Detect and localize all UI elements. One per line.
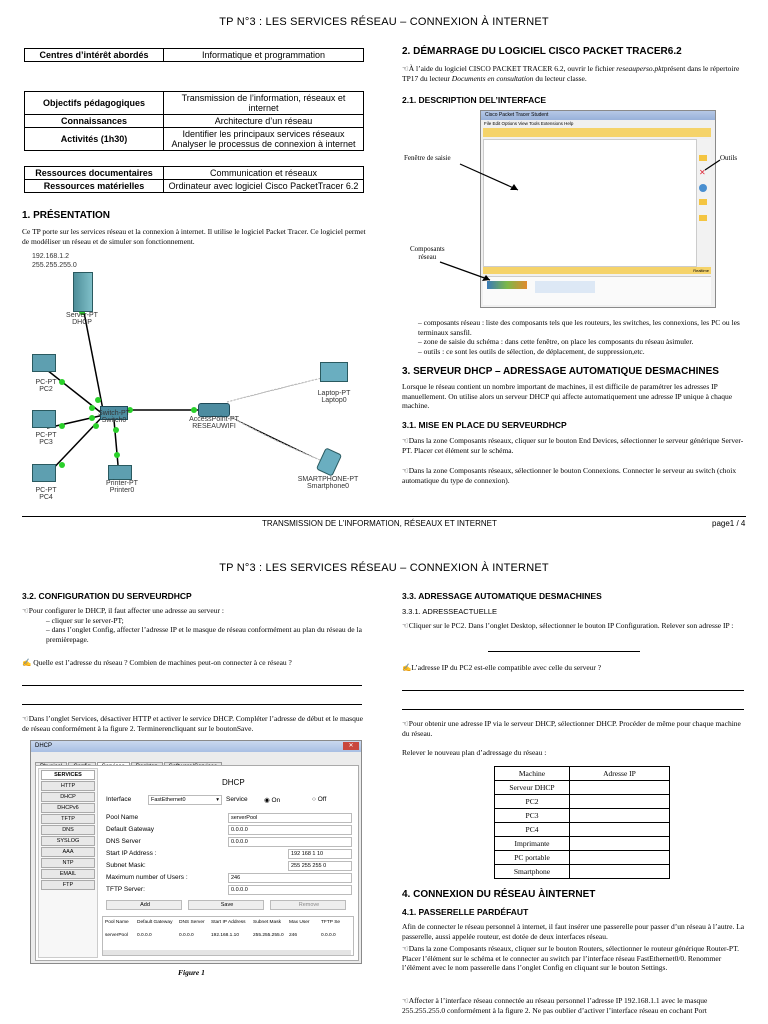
dhcp-window xyxy=(30,740,362,964)
service-ntp[interactable]: NTP xyxy=(41,858,95,868)
subsection-title: 2.1. DESCRIPTION DEL’INTERFACE xyxy=(402,95,547,105)
col-header: Max User xyxy=(289,920,310,925)
subsection-title: 3.1. MISE EN PLACE DU SERVEURDHCP xyxy=(402,420,567,430)
field-label: Default Gateway xyxy=(106,826,155,833)
server-ip-label: 192.168.1.2 xyxy=(32,253,69,260)
list-item: – dans l’onglet Config, affecter l’adresse IP et le masque de réseau conformément au plan du réseau de la premièrepage. xyxy=(46,625,362,644)
answer-line[interactable] xyxy=(22,685,362,686)
laptop-icon[interactable] xyxy=(320,362,348,382)
table-cell: PC portable xyxy=(495,851,570,865)
page-footer: TRANSMISSION DE L’INFORMATION, RÉSEAUX ET INTERNET xyxy=(262,519,497,528)
table-cell: Smartphone xyxy=(495,865,570,879)
table-cell: 0.0.0.0 xyxy=(179,933,194,938)
hand-icon: ☜ xyxy=(402,621,409,630)
window-title: DHCP xyxy=(35,743,53,749)
pencil-icon: ✍ xyxy=(22,658,32,667)
field-label: TFTP Server: xyxy=(106,886,145,893)
instruction-text: ☜Dans la zone Composants réseaux, cliquer sur le bouton End Devices, sélectionner le serveur générique Server-PT. Placer cet élément sur le schéma. xyxy=(402,436,744,455)
tftp-server-input[interactable]: 0.0.0.0 xyxy=(228,885,352,895)
toolbar[interactable] xyxy=(483,128,711,137)
server-mask-label: 255.255.255.0 xyxy=(32,262,77,269)
services-list[interactable] xyxy=(38,768,98,958)
table-cell: serverPool xyxy=(105,933,128,938)
list-item: – cliquer sur le server-PT; xyxy=(46,615,124,625)
pc3-icon[interactable] xyxy=(32,410,56,428)
answer-line[interactable] xyxy=(402,690,744,691)
hand-icon: ☜ xyxy=(22,714,29,723)
label-outils: Outils xyxy=(720,154,738,162)
remove-button[interactable]: Remove xyxy=(270,900,346,910)
info-table-2 xyxy=(24,91,364,151)
service-aaa[interactable]: AAA xyxy=(41,847,95,857)
field-label: DNS Server xyxy=(106,838,141,845)
services-panel xyxy=(35,765,359,961)
instruction-text: ☜Cliquer sur le PC2. Dans l’onglet Desktop, sélectionner le bouton IP Configuration. Relever son adresse IP : xyxy=(402,621,734,630)
table-value: Informatique et programmation xyxy=(164,49,364,62)
hand-icon: ☜ xyxy=(402,719,409,728)
table-value: Architecture d’un réseau xyxy=(164,115,364,128)
table-cell: 246 xyxy=(289,933,298,938)
address-plan-table xyxy=(494,766,670,879)
answer-line[interactable] xyxy=(22,704,362,705)
table-key: Activités (1h30) xyxy=(25,128,164,151)
service-http[interactable]: HTTP xyxy=(41,781,95,791)
services-heading: SERVICES xyxy=(41,770,95,780)
horizontal-scrollbar[interactable] xyxy=(103,950,351,955)
menu-bar[interactable]: File Edit Options View Tools Extensions Help xyxy=(484,121,574,126)
service-syslog[interactable]: SYSLOG xyxy=(41,836,95,846)
section-text: Lorsque le réseau contient un nombre important de machines, il est difficile de paramétrer les adresses IP manuellement. On utilise alors un serveur DHCP qui affecte automatiquement une adresse IP unique à chaque machine. xyxy=(402,382,733,410)
list-item: – composants réseau : liste des composants tels que les routeurs, les switches, les connexions, les PC ou les terminaux sansfil. xyxy=(418,318,740,337)
col-header: Start IP Address xyxy=(211,920,246,925)
info-table-3 xyxy=(24,166,364,193)
printer-icon[interactable] xyxy=(108,465,132,480)
pool-table[interactable] xyxy=(102,916,354,956)
callout-arrows xyxy=(400,150,730,290)
subsection-title: 3.2. CONFIGURATION DU SERVEURDHCP xyxy=(22,591,192,601)
ip-cell[interactable] xyxy=(570,823,670,837)
smartphone-label: SMARTPHONE-PT Smartphone0 xyxy=(297,476,359,490)
col-header: Pool Name xyxy=(105,920,129,925)
pool-name-input[interactable]: serverPool xyxy=(228,813,352,823)
col-header: Default Gateway xyxy=(137,920,173,925)
question-text: ✍ Quelle est l’adresse du réseau ? Combien de machines peut-on connecter à ce réseau ? xyxy=(22,658,292,667)
radio-on[interactable]: ◉ On xyxy=(264,797,281,804)
label-composants: Composants réseau xyxy=(410,245,445,261)
table-cell: PC4 xyxy=(495,823,570,837)
service-dhcpv6[interactable]: DHCPv6 xyxy=(41,803,95,813)
add-button[interactable]: Add xyxy=(106,900,182,910)
section-text: Ce TP porte sur les services réseau et la connexion à internet. Il utilise le logiciel Packet Tracer. Ce logiciel permet de modéliser un réseau et de simuler son fonctionnement. xyxy=(22,227,366,246)
hand-icon: ☜ xyxy=(402,944,409,953)
col-header: Adresse IP xyxy=(570,767,670,781)
figure-caption: Figure 1 xyxy=(178,968,205,977)
pc3-label: PC-PT PC3 xyxy=(35,432,57,446)
table-value: Ordinateur avec logiciel Cisco PacketTracer 6.2 xyxy=(164,180,364,193)
chevron-down-icon: ▾ xyxy=(216,797,219,803)
instruction-text: ☜Dans la zone Composants réseaux, cliquer sur le bouton Routers, sélectionner le routeur générique Router-PT. Placer l’élément sur le schéma et le connecter au switch par l’interface réseau FastEthernet0/0. Renommer l’élément avec le nom passerelle dans l’onglet Config en cliquant sur le bouton Settings. xyxy=(402,944,739,972)
close-icon[interactable]: ✕ xyxy=(343,742,359,750)
ip-cell[interactable] xyxy=(570,795,670,809)
delete-icon[interactable]: ✕ xyxy=(699,168,706,177)
section-title: 3. SERVEUR DHCP – ADRESSAGE AUTOMATIQUE DESMACHINES xyxy=(402,366,719,377)
section-title: 1. PRÉSENTATION xyxy=(22,210,110,221)
service-ftp[interactable]: FTP xyxy=(41,880,95,890)
laptop-label: Laptop-PT Laptop0 xyxy=(317,390,351,404)
col-header: Subnet Mask xyxy=(253,920,281,925)
footer-rule xyxy=(22,516,746,517)
field-label: Maximum number of Users : xyxy=(106,874,188,881)
radio-selected-icon: ◉ xyxy=(264,797,270,804)
realtime-label: Realtime xyxy=(693,268,709,273)
field-label: Pool Name xyxy=(106,814,139,821)
interface-select[interactable] xyxy=(148,795,222,805)
ip-cell[interactable] xyxy=(570,865,670,879)
switch-label: Switch-PT Switch0 xyxy=(98,410,130,424)
col-header: TFTP Se xyxy=(321,920,341,925)
table-cell: 0.0.0.0 xyxy=(137,933,152,938)
max-users-input[interactable]: 246 xyxy=(228,873,352,883)
radio-empty-icon: ○ xyxy=(312,796,316,803)
table-key: Objectifs pédagogiques xyxy=(25,92,164,115)
page-header: TP N°3 : LES SERVICES RÉSEAU – CONNEXION À INTERNET xyxy=(219,562,549,574)
subnet-mask-input[interactable]: 255 255 255 0 xyxy=(288,861,352,871)
instruction-text: ☜Pour configurer le DHCP, il faut affecter une adresse au serveur : – cliquer sur le server-PT; – dans l’onglet Config, affecter l’adresse IP et le masque de réseau conformément au plan du réseau de la premièrepage. xyxy=(22,606,367,644)
service-tftp[interactable]: TFTP xyxy=(41,814,95,824)
network-topology xyxy=(22,250,372,512)
table-key: Connaissances xyxy=(25,115,164,128)
question-text: ✍L’adresse IP du PC2 est-elle compatible avec celle du serveur ? xyxy=(402,663,602,672)
field-label: Subnet Mask: xyxy=(106,862,146,869)
ip-cell[interactable] xyxy=(570,851,670,865)
table-key: Ressources documentaires xyxy=(25,167,164,180)
info-table-1 xyxy=(24,48,364,62)
section-title: 2. DÉMARRAGE DU LOGICIEL CISCO PACKET TRACER6.2 xyxy=(402,46,682,57)
service-dns[interactable]: DNS xyxy=(41,825,95,835)
service-dhcp[interactable]: DHCP xyxy=(41,792,95,802)
label-fenetre-saisie: Fenêtre de saisie xyxy=(404,154,451,162)
printer-label: Printer-PT Printer0 xyxy=(106,480,138,494)
list-item: – zone de saisie du schéma : dans cette fenêtre, on place les composants du réseau àsimuler. xyxy=(418,337,694,346)
server-icon[interactable] xyxy=(73,272,93,312)
hand-icon: ☜ xyxy=(402,466,409,475)
pc4-label: PC-PT PC4 xyxy=(35,487,57,501)
window-title-bar xyxy=(31,741,361,752)
service-email[interactable]: EMAIL xyxy=(41,869,95,879)
hand-icon: ☜ xyxy=(402,436,409,445)
table-key: Centres d’intérêt abordés xyxy=(25,49,164,62)
table-cell: Serveur DHCP xyxy=(495,781,570,795)
subsubsection-title: 3.3.1. ADRESSEACTUELLE xyxy=(402,607,498,616)
radio-off[interactable]: ○ Off xyxy=(312,796,327,803)
table-cell: PC2 xyxy=(495,795,570,809)
col-header: DNS Server xyxy=(179,920,205,925)
field-label: Start IP Address : xyxy=(106,850,157,857)
page-header: TP N°3 : LES SERVICES RÉSEAU – CONNEXION À INTERNET xyxy=(219,16,549,28)
table-cell: 192.168.1.10 xyxy=(211,933,240,938)
pencil-icon: ✍ xyxy=(402,663,412,672)
dns-server-input[interactable]: 0.0.0.0 xyxy=(228,837,352,847)
instruction-text: ☜Pour obtenir une adresse IP via le serveur DHCP, sélectionner DHCP. Procéder de même pour chaque machine du réseau. xyxy=(402,719,741,738)
interface-value: FastEthernet0 xyxy=(151,797,186,803)
server-label: Server-PT DHCP xyxy=(66,312,98,326)
pc2-label: PC-PT PC2 xyxy=(35,379,57,393)
pc4-icon[interactable] xyxy=(32,464,56,482)
service-label: Service xyxy=(226,796,248,803)
window-title-bar: Cisco Packet Tracer Student xyxy=(481,111,715,120)
default-gateway-input[interactable]: 0.0.0.0 xyxy=(228,825,352,835)
hand-icon: ☜ xyxy=(402,64,409,73)
page-number: page1 / 4 xyxy=(712,519,746,528)
table-value: Transmission de l’information, réseaux et internet xyxy=(164,92,364,115)
instruction-text: ☜Dans l’onglet Services, désactiver HTTP et activer le service DHCP. Compléter l’adresse de début et le masque de réseau conformément à la figure 2. Terminerencliquant sur le boutonSave. xyxy=(22,714,363,733)
ip-cell[interactable] xyxy=(570,809,670,823)
instruction-text: ☜Affecter à l’interface réseau connectée au réseau personnel l’adresse IP 192.168.1.1 avec le masque 255.255.255.0 conformément à la figure 2. Ne pas oublier d’activer l’interface réseau en cochant Port xyxy=(402,996,708,1015)
hand-icon: ☜ xyxy=(402,996,409,1005)
instruction-text: Relever le nouveau plan d’adressage du réseau : xyxy=(402,748,547,757)
start-ip-input[interactable]: 192 168 1 10 xyxy=(288,849,352,859)
interface-label: Interface xyxy=(106,796,132,803)
access-point-label: AccessPoint-PT RESEAUWIFI xyxy=(189,416,239,430)
table-cell: 0.0.0.0 xyxy=(321,933,336,938)
col-header: Machine xyxy=(495,767,570,781)
instruction-text: ☜Dans la zone Composants réseaux, sélectionner le bouton Connexions. Connecter le serveur au switch (choix automatique du type de connexion). xyxy=(402,466,737,485)
hand-icon: ☜ xyxy=(22,606,29,615)
table-cell: 255.255.255.0 xyxy=(253,933,284,938)
answer-line[interactable] xyxy=(488,651,640,652)
table-cell: Imprimante xyxy=(495,837,570,851)
section-text: Afin de connecter le réseau personnel à internet, il faut insérer une passerelle pour passer d’un réseau à l’autre. La passerelle, aussi appelée routeur, est dotée de deux interfaces réseau. xyxy=(402,922,745,941)
table-value: Identifier les principaux services réseaux Analyser le processus de connexion à internet xyxy=(164,128,364,151)
access-point-icon[interactable] xyxy=(198,403,230,417)
answer-line[interactable] xyxy=(402,709,744,710)
save-button[interactable]: Save xyxy=(188,900,264,910)
bullet-list xyxy=(418,318,748,356)
table-value: Communication et réseaux xyxy=(164,167,364,180)
list-item: – outils : ce sont les outils de sélection, de déplacement, de suppression,etc. xyxy=(418,346,645,356)
panel-title: DHCP xyxy=(222,778,245,787)
table-key: Ressources matérielles xyxy=(25,180,164,193)
ip-cell[interactable] xyxy=(570,837,670,851)
subsection-title: 4.1. PASSERELLE PARDÉFAUT xyxy=(402,907,529,917)
subsection-title: 3.3. ADRESSAGE AUTOMATIQUE DESMACHINES xyxy=(402,591,602,601)
section-title: 4. CONNEXION DU RÉSEAU ÀINTERNET xyxy=(402,889,596,900)
pc2-icon[interactable] xyxy=(32,354,56,372)
table-cell: PC3 xyxy=(495,809,570,823)
ip-cell[interactable] xyxy=(570,781,670,795)
section-text: ☜À l’aide du logiciel CISCO PACKET TRACER 6.2, ouvrir le fichier reseauperso.pktprésent dans le répertoire TP17 du lecteur Documents en consultation du lecteur classe. xyxy=(402,64,740,83)
